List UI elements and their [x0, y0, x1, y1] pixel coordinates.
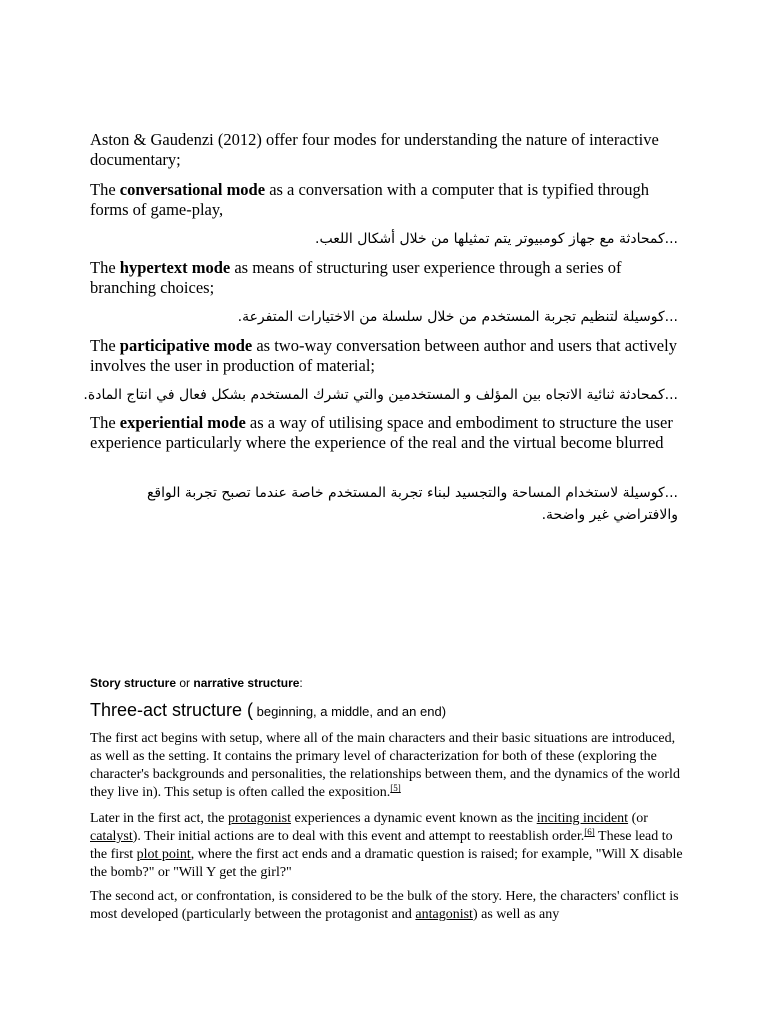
- mode-hypertext-arabic: ...كوسيلة لتنظيم تجربة المستخدم من خلال سلسلة من الاختيارات المتفرعة.: [237, 309, 678, 325]
- paragraph-text: ). Their initial actions are to deal with this event and attempt to reestablish order.: [132, 829, 585, 844]
- mode-prefix: The: [90, 258, 120, 277]
- citation-link[interactable]: [6]: [584, 827, 595, 837]
- mode-term: hypertext mode: [119, 258, 231, 277]
- three-act-subtitle: beginning, a middle, and an end): [253, 704, 447, 719]
- mode-prefix: The: [90, 180, 120, 199]
- mode-conversational-arabic: ...كمحادثة مع جهاز كومبيوتر يتم تمثيلها من خلال أشكال اللعب.: [315, 231, 678, 247]
- mode-experiential-arabic: ...كوسيلة لاستخدام المساحة والتجسيد لبناء تجربة المستخدم خاصة عندما تصبح تجربة الواقع والافتراضي غير واضحة.: [146, 485, 678, 523]
- mode-prefix: The: [90, 336, 120, 355]
- paragraph-text: The second act, or confrontation, is considered to be the bulk of the story. Here, the characters' conflict is most developed (particularly between the protagonist and: [90, 889, 679, 922]
- story-structure-term: Story structure: [90, 676, 177, 690]
- antagonist-link[interactable]: antagonist: [415, 907, 473, 922]
- paragraph-text: experiences a dynamic event known as the: [291, 811, 537, 826]
- mode-description: as two-way conversation between author and users that actively involves the user in production of material;: [90, 336, 677, 375]
- inciting-incident-link[interactable]: inciting incident: [536, 811, 629, 826]
- paragraph-inciting-incident: [90, 810, 690, 882]
- paragraph-second-act: [90, 888, 690, 924]
- intro-paragraph: [90, 130, 690, 170]
- mode-prefix: The: [90, 413, 120, 432]
- narrative-structure-term: narrative structure: [193, 676, 300, 690]
- mode-participative-arabic: ...كمحادثة ثنائية الاتجاه بين المؤلف و المستخدمين والتي تشرك المستخدم بشكل فعال في انتاج المادة.: [83, 387, 678, 403]
- mode-conversational: [90, 180, 690, 220]
- paragraph-text: These lead to the first: [90, 829, 673, 862]
- colon-text: :: [299, 676, 303, 690]
- mode-term: experiential mode: [119, 413, 246, 432]
- three-act-title: Three-act structure (: [90, 700, 254, 720]
- mode-term: participative mode: [119, 336, 253, 355]
- mode-hypertext: [90, 258, 690, 298]
- story-structure-label: [90, 676, 690, 690]
- paragraph-text: (or: [628, 811, 648, 826]
- paragraph-text: Later in the first act, the: [90, 811, 228, 826]
- mode-experiential: [90, 413, 690, 453]
- mode-description: as a conversation with a computer that is typified through forms of game-play,: [90, 180, 650, 219]
- paragraph-text: ) as well as any: [472, 907, 560, 922]
- plot-point-link[interactable]: plot point: [136, 847, 191, 862]
- mode-participative: [90, 336, 690, 376]
- paragraph-text: The first act begins with setup, where all of the main characters and their basic situations are introduced, as well as the setting. It contains the primary level of characterization for both of these (exploring the character's backgrounds and personalities, the relationships between them, and the dynamics of the world they live in). This setup is often called the exposition.: [90, 731, 680, 800]
- three-act-heading: [90, 700, 446, 721]
- paragraph-text: , where the first act ends and a dramatic question is raised; for example, "Will X disable the bomb?" or "Will Y get the girl?": [90, 847, 683, 880]
- mode-term: conversational mode: [119, 180, 266, 199]
- intro-text: Aston & Gaudenzi (2012) offer four modes for understanding the nature of interactive documentary;: [90, 130, 659, 169]
- mode-description: as means of structuring user experience through a series of branching choices;: [90, 258, 622, 297]
- catalyst-link[interactable]: catalyst: [90, 829, 133, 844]
- citation-link[interactable]: [5]: [390, 783, 401, 793]
- protagonist-link[interactable]: protagonist: [228, 811, 291, 826]
- or-text: or: [176, 676, 194, 690]
- paragraph-first-act: [90, 730, 690, 802]
- mode-description: as a way of utilising space and embodiment to structure the user experience particularly where the experience of the real and the virtual become blurred: [90, 413, 673, 452]
